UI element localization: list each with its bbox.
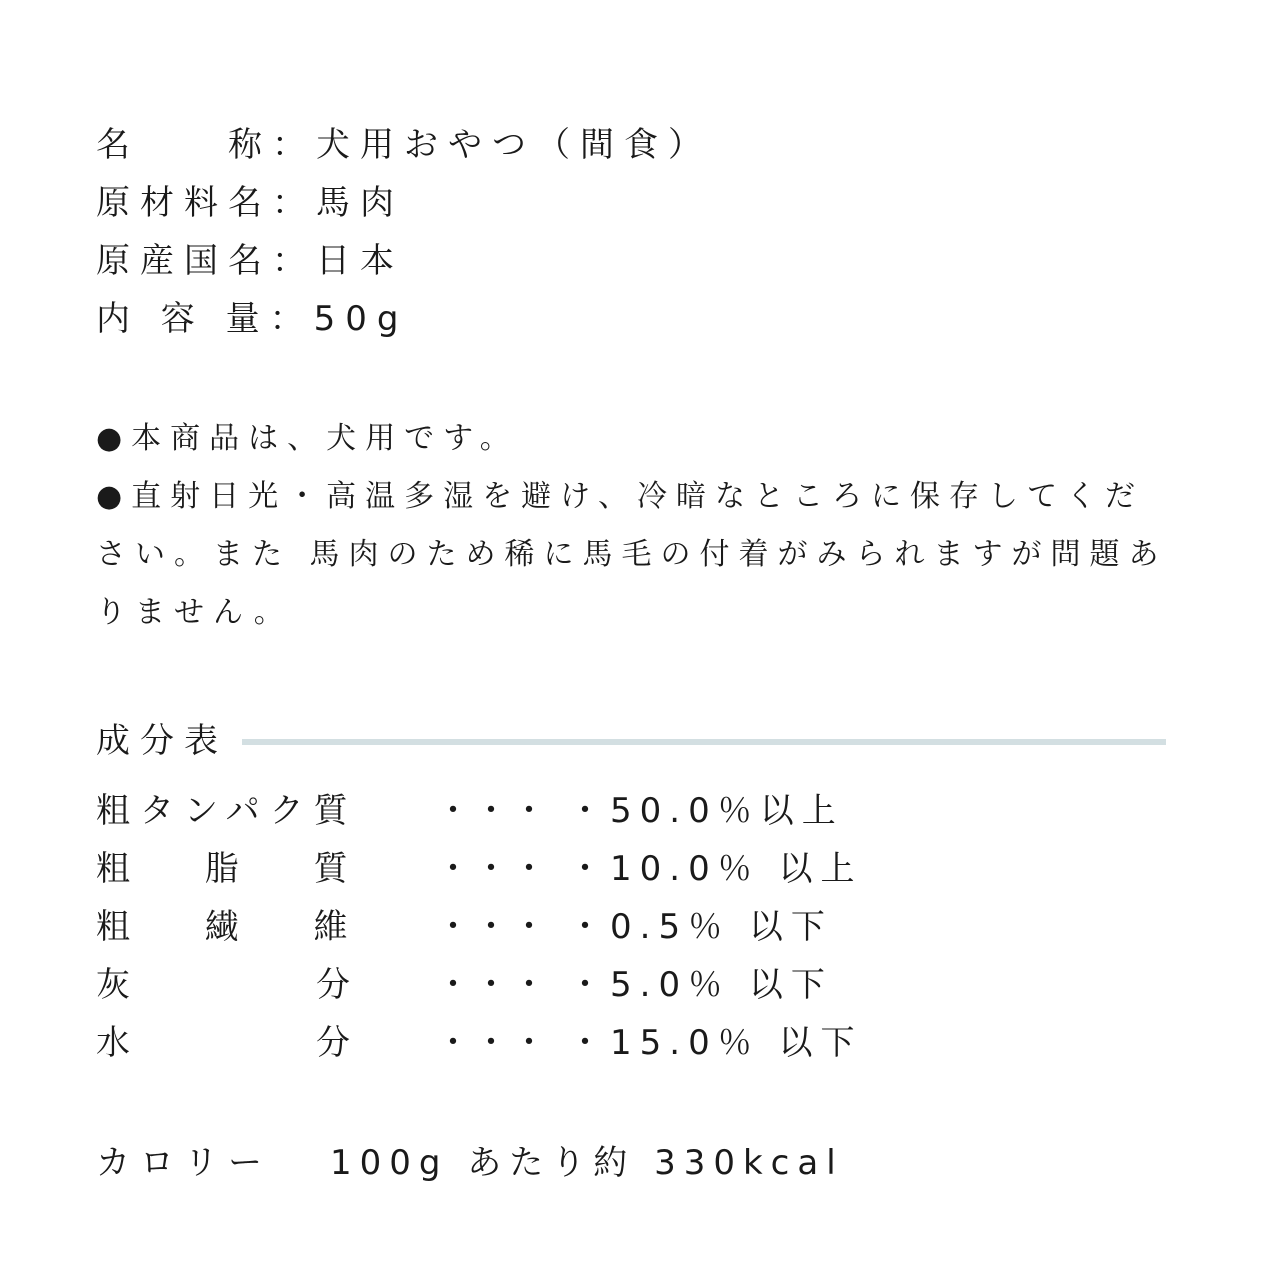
analysis-row [96, 956, 863, 1014]
analysis-row [96, 782, 863, 840]
note-line: さい。また 馬肉のため稀に馬毛の付着がみられますが問題あ [96, 537, 1168, 572]
nutrient-value: ・15.0％ 以下 [568, 1023, 863, 1063]
product-info-row [96, 290, 712, 348]
section-divider [242, 739, 1166, 745]
note-line: りません。 [96, 595, 293, 630]
nutrient-label: 灰 分 [96, 965, 360, 1005]
net-weight-label: 内 容 量： [96, 299, 314, 339]
calorie-row [96, 1134, 844, 1192]
ingredients-value: 馬肉 [316, 183, 404, 223]
nutrient-label: 水 分 [96, 1023, 360, 1063]
net-weight-value: 50g [313, 299, 409, 339]
product-info-row [96, 232, 712, 290]
nutrient-label: 粗 脂 質 [96, 849, 358, 889]
dot-leader: ・・・ [436, 907, 550, 947]
product-info-list [96, 116, 712, 348]
analysis-row [96, 898, 863, 956]
calorie-info [96, 1134, 844, 1192]
analysis-row [96, 1014, 863, 1072]
product-name-label: 名 称： [96, 125, 316, 165]
ingredients-label: 原材料名： [96, 183, 316, 223]
analysis-title: 成分表 [96, 721, 228, 761]
nutrient-value: ・5.0％ 以下 [568, 965, 833, 1005]
nutrient-label: 粗タンパク質 [96, 791, 358, 831]
calorie-label: カロリー [96, 1143, 272, 1183]
dot-leader: ・・・ [436, 849, 550, 889]
origin-label: 原産国名： [96, 241, 316, 281]
analysis-section-header [96, 712, 1166, 770]
analysis-table [96, 782, 863, 1072]
dot-leader: ・・・ [436, 965, 550, 1005]
product-info-row [96, 174, 712, 232]
calorie-value: 100g あたり約 330kcal [330, 1143, 844, 1183]
product-name-value: 犬用おやつ（間食） [316, 125, 712, 165]
origin-value: 日本 [316, 241, 404, 281]
nutrient-value: ・0.5％ 以下 [568, 907, 833, 947]
dot-leader: ・・・ [436, 791, 550, 831]
dot-leader: ・・・ [436, 1023, 550, 1063]
product-info-row [96, 116, 712, 174]
nutrient-value: ・50.0％以上 [568, 791, 844, 831]
nutrient-value: ・10.0％ 以上 [568, 849, 863, 889]
notes [96, 410, 1206, 642]
nutrient-label: 粗 繊 維 [96, 907, 358, 947]
note-line: ●本商品は、犬用です。 [96, 421, 519, 456]
analysis-row [96, 840, 863, 898]
note-line: ●直射日光・高温多湿を避け、冷暗なところに保存してくだ [96, 479, 1144, 514]
